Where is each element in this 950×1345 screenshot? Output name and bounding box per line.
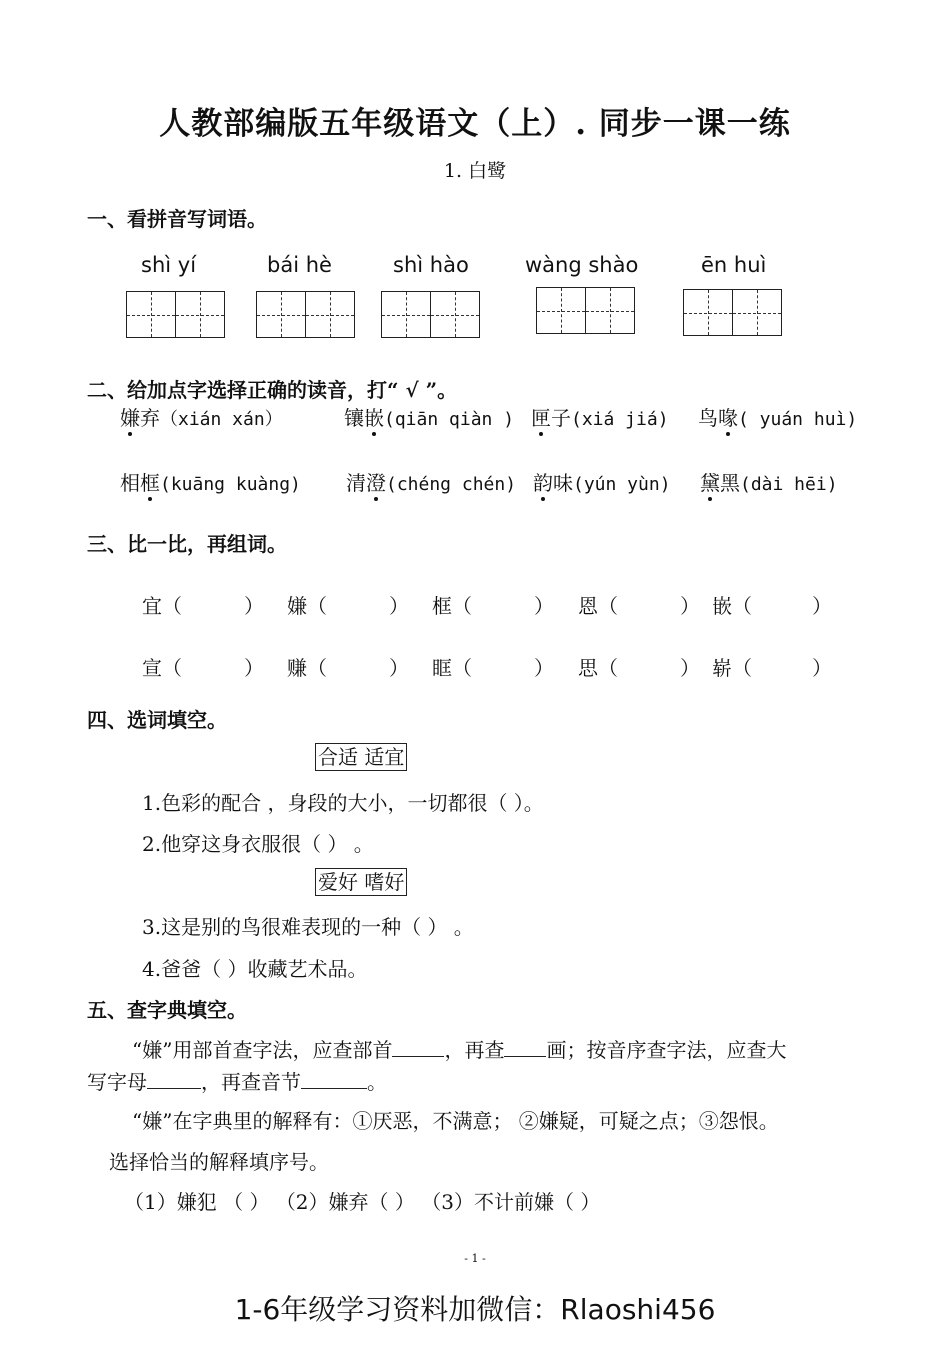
compare-open: 思（ bbox=[578, 656, 618, 680]
compare-close[interactable]: ） bbox=[534, 656, 554, 680]
dotted-char: 澄 bbox=[366, 467, 386, 496]
writing-grid[interactable] bbox=[683, 289, 782, 336]
section1-heading: 一、看拼音写词语。 bbox=[87, 207, 267, 231]
answer-blank[interactable] bbox=[301, 1068, 367, 1089]
answer-blank[interactable] bbox=[504, 1036, 546, 1057]
writing-grid[interactable] bbox=[126, 291, 225, 338]
dotted-char: 匣 bbox=[531, 402, 551, 431]
dotted-char: 框 bbox=[140, 467, 160, 496]
pinyin-label: shì hào bbox=[393, 253, 469, 277]
pinyin-options[interactable]: (yún yùn) bbox=[573, 474, 671, 495]
dotted-char: 嫌 bbox=[120, 402, 140, 431]
compare-open: 眶（ bbox=[432, 656, 472, 680]
pinyin-label: wàng shào bbox=[525, 253, 639, 277]
page-number: - 1 - bbox=[464, 1252, 486, 1265]
pinyin-options[interactable]: （xián xán） bbox=[160, 409, 283, 430]
section4-heading: 四、选词填空。 bbox=[87, 708, 227, 732]
compare-close[interactable]: ） bbox=[389, 594, 409, 618]
fill-question[interactable]: 4.爸爸（ ）收藏艺术品。 bbox=[142, 957, 368, 981]
compare-close[interactable]: ） bbox=[244, 656, 264, 680]
compare-close[interactable]: ） bbox=[389, 656, 409, 680]
compare-close[interactable]: ） bbox=[534, 594, 554, 618]
pinyin-options[interactable]: (qiān qiàn ) bbox=[384, 409, 515, 430]
compare-open: 宜（ bbox=[142, 594, 182, 618]
compare-open: 嵌（ bbox=[712, 594, 752, 618]
reading-item: 鸟喙( yuán huì) bbox=[698, 402, 857, 431]
pinyin-options[interactable]: ( yuán huì) bbox=[738, 409, 858, 430]
reading-item: 韵味(yún yùn) bbox=[533, 467, 671, 496]
dotted-char: 喙 bbox=[718, 402, 738, 431]
dotted-char: 黛 bbox=[700, 467, 720, 496]
pinyin-options[interactable]: (chéng chén) bbox=[386, 474, 517, 495]
reading-item: 清澄(chéng chén) bbox=[346, 467, 516, 496]
compare-open: 宣（ bbox=[142, 656, 182, 680]
writing-grid[interactable] bbox=[536, 287, 635, 334]
pinyin-label: shì yí bbox=[141, 253, 197, 277]
answer-blank[interactable] bbox=[392, 1036, 444, 1057]
pinyin-options[interactable]: (dài hēi) bbox=[740, 474, 838, 495]
compare-open: 赚（ bbox=[287, 656, 327, 680]
reading-item: 黛黑(dài hēi) bbox=[700, 467, 838, 496]
writing-grid[interactable] bbox=[381, 291, 480, 338]
page-title: 人教部编版五年级语文（上）. 同步一课一练 bbox=[159, 106, 791, 142]
section2-heading: 二、给加点字选择正确的读音，打“ √ ”。 bbox=[87, 378, 458, 402]
lesson-subtitle: 1. 白鹭 bbox=[443, 160, 507, 182]
compare-open: 框（ bbox=[432, 594, 472, 618]
reading-item: 匣子(xiá jiá) bbox=[531, 402, 669, 431]
fill-question[interactable]: 2.他穿这身衣服很（ ） 。 bbox=[142, 832, 374, 856]
compare-open: 嫌（ bbox=[287, 594, 327, 618]
writing-grid[interactable] bbox=[256, 291, 355, 338]
reading-item: 相框(kuāng kuàng) bbox=[120, 467, 301, 496]
definitions-text: “嫌”在字典里的解释有：①厌恶，不满意； ②嫌疑，可疑之点；③怨恨。 bbox=[132, 1109, 779, 1133]
reading-item: 嫌弃（xián xán） bbox=[120, 402, 283, 431]
pinyin-options[interactable]: (xiá jiá) bbox=[571, 409, 669, 430]
dictionary-paragraph: “嫌”用部首查字法，应查部首 ，再查 画；按音序查字法，应查大 bbox=[132, 1038, 787, 1062]
instruction-text: 选择恰当的解释填序号。 bbox=[109, 1150, 329, 1174]
section3-heading: 三、比一比，再组词。 bbox=[87, 532, 287, 556]
dictionary-paragraph: 写字母 ，再查音节 。 bbox=[87, 1070, 387, 1094]
word-choice-box: 合适 适宜 bbox=[315, 743, 407, 771]
pinyin-label: ēn huì bbox=[701, 253, 767, 277]
compare-close[interactable]: ） bbox=[680, 594, 700, 618]
dotted-char: 韵 bbox=[533, 467, 553, 496]
compare-open: 崭（ bbox=[712, 656, 752, 680]
reading-item: 镶嵌(qiān qiàn ) bbox=[344, 402, 514, 431]
compare-close[interactable]: ） bbox=[244, 594, 264, 618]
fill-question[interactable]: 3.这是别的鸟很难表现的一种（ ） 。 bbox=[142, 915, 474, 939]
compare-close[interactable]: ） bbox=[812, 594, 832, 618]
section5-heading: 五、查字典填空。 bbox=[87, 998, 247, 1022]
compare-close[interactable]: ） bbox=[812, 656, 832, 680]
definition-question[interactable]: （1）嫌犯 （ ） （2）嫌弃（ ） （3）不计前嫌（ ） bbox=[124, 1190, 601, 1214]
compare-close[interactable]: ） bbox=[680, 656, 700, 680]
fill-question[interactable]: 1.色彩的配合 ，身段的大小，一切都很（ ）。 bbox=[142, 791, 544, 815]
compare-open: 恩（ bbox=[578, 594, 618, 618]
pinyin-label: bái hè bbox=[267, 253, 332, 277]
footer-banner: 1-6年级学习资料加微信：Rlaoshi456 bbox=[234, 1293, 716, 1326]
word-choice-box: 爱好 嗜好 bbox=[315, 868, 407, 896]
answer-blank[interactable] bbox=[147, 1068, 201, 1089]
pinyin-options[interactable]: (kuāng kuàng) bbox=[160, 474, 301, 495]
dotted-char: 嵌 bbox=[364, 402, 384, 431]
